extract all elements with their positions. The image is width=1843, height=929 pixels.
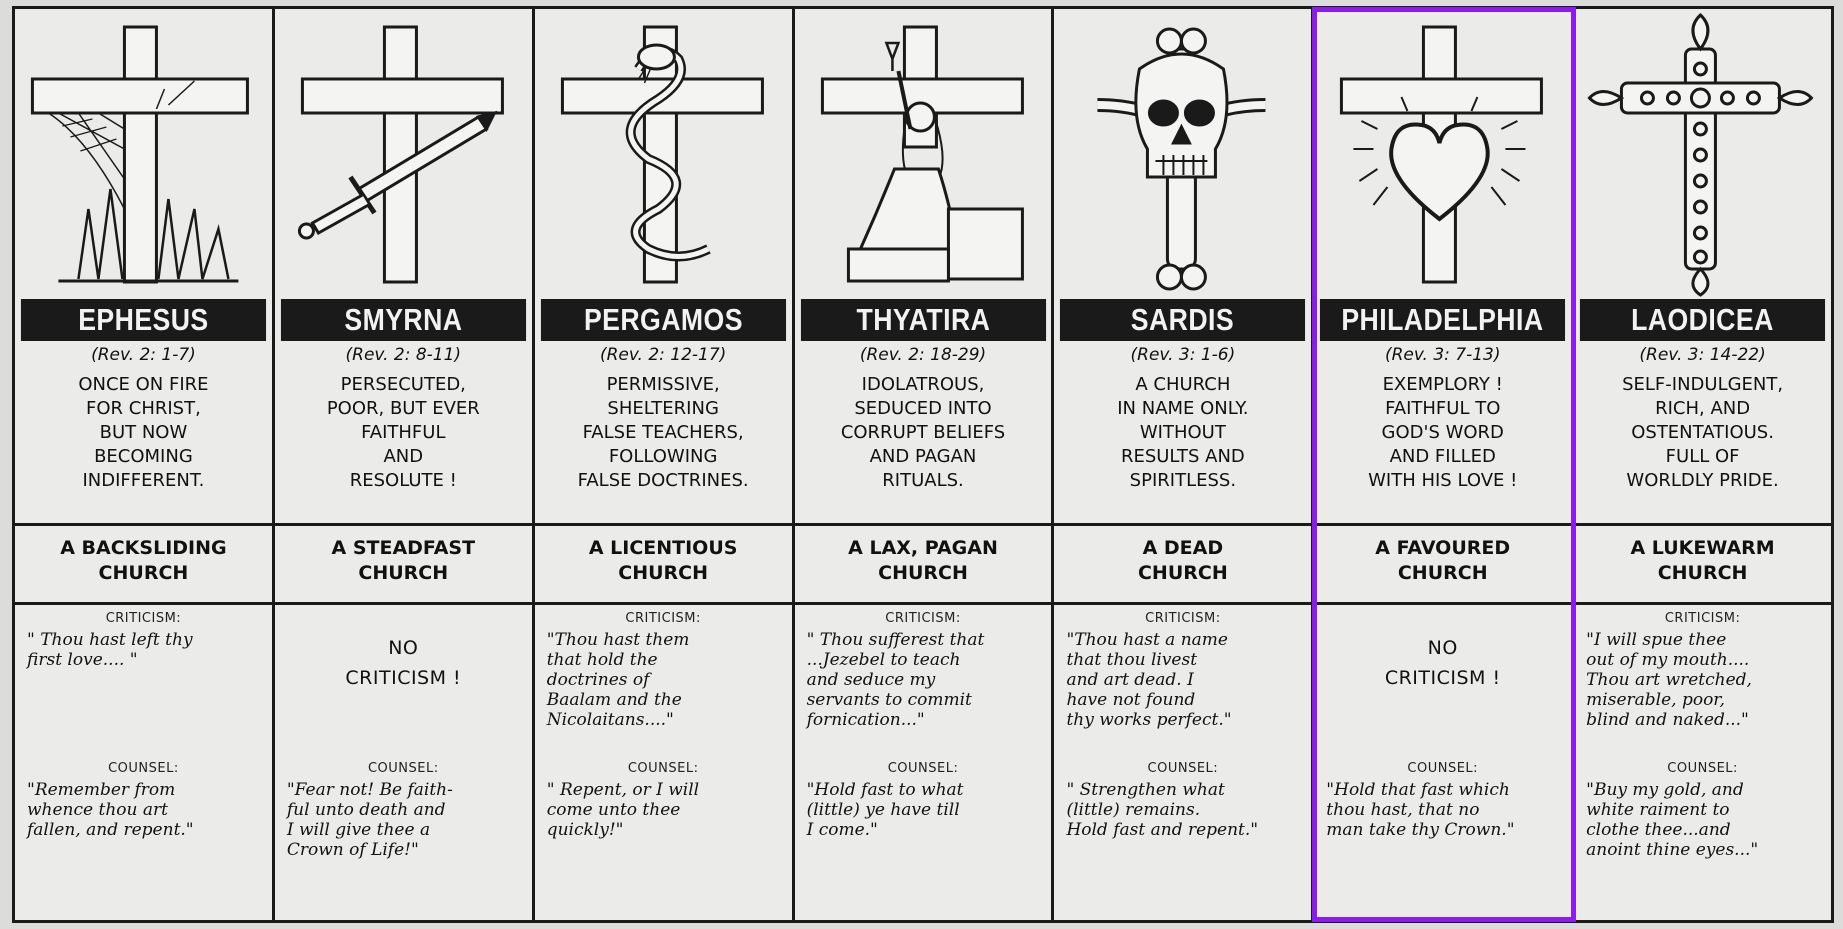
cross-sword-icon [275,9,532,299]
criticism-text: "Thou hast a name that thou livest and art dead. I have not found thy works perfect." [1066,630,1232,730]
criticism-section [1314,605,1571,755]
scripture-reference: (Rev. 2: 18-29) [859,345,987,365]
criticism-label: CRITICISM: [1664,611,1741,626]
counsel-section [535,755,792,895]
counsel-label: COUNSEL: [887,761,959,776]
church-description: IDOLATROUS, SEDUCED INTO CORRUPT BELIEFS AND PAGAN RITUALS. [840,374,1006,491]
cross-serpent-icon [535,9,792,299]
scripture-reference: (Rev. 3: 14-22) [1639,345,1766,365]
no-criticism-text: NO CRITICISM ! [345,637,462,689]
church-name: EPHESUS [21,299,266,341]
church-description: PERSECUTED, POOR, BUT EVER FAITHFUL AND RESOLUTE ! [326,374,480,491]
church-description: PERMISSIVE, SHELTERING FALSE TEACHERS, FOLLOWING FALSE DOCTRINES. [577,374,749,491]
church-name: PERGAMOS [541,299,786,341]
scripture-reference: (Rev. 2: 1-7) [91,345,196,365]
counsel-section [1054,755,1311,895]
counsel-label: COUNSEL: [367,761,439,776]
church-name: LAODICEA [1580,299,1825,341]
counsel-text: " Repent, or I will come unto thee quickly!" [546,780,700,840]
criticism-label: CRITICISM: [885,611,961,626]
cross-woman-icon [795,9,1052,299]
church-column-laodicea [1574,9,1831,920]
seven-churches-chart [12,6,1834,923]
counsel-text: "Hold that fast which thou hast, that no man take thy Crown." [1326,780,1515,840]
church-column-ephesus [15,9,275,920]
criticism-label: CRITICISM: [625,611,701,626]
counsel-section [1314,755,1571,895]
counsel-label: COUNSEL: [627,761,699,776]
counsel-label: COUNSEL: [108,761,179,776]
counsel-label: COUNSEL: [1667,761,1738,776]
counsel-text: "Fear not! Be faith- ful unto death and I will give thee a Crown of Life!" [286,780,453,860]
counsel-section [15,755,272,895]
cross-heart-icon [1314,9,1571,299]
scripture-reference: (Rev. 3: 1-6) [1130,345,1236,365]
church-type: A LUKEWARM CHURCH [1630,537,1775,584]
counsel-text: "Hold fast to what (little) ye have till I come." [806,780,964,840]
criticism-text: " Thou sufferest that ...Jezebel to teach and seduce my servants to commit fornication..." [806,630,985,730]
criticism-label: CRITICISM: [105,611,182,626]
criticism-section [275,605,532,755]
church-type: A STEADFAST CHURCH [331,537,476,584]
skull-crossbones-icon [1054,9,1311,299]
church-type: A FAVOURED CHURCH [1375,537,1511,584]
criticism-section [1054,605,1311,755]
criticism-text: "Thou hast them that hold the doctrines of Baalam and the Nicolaitans...." [546,630,690,730]
criticism-label: CRITICISM: [1145,611,1221,626]
church-description: EXEMPLORY ! FAITHFUL TO GOD'S WORD AND FILLED WITH HIS LOVE ! [1368,374,1518,491]
criticism-section [795,605,1052,755]
counsel-section [275,755,532,895]
church-name: SARDIS [1060,299,1305,341]
church-type: A DEAD CHURCH [1137,537,1228,584]
church-description: SELF-INDULGENT, RICH, AND OSTENTATIOUS. FULL OF WORLDLY PRIDE. [1622,374,1784,491]
counsel-section [795,755,1052,895]
scripture-reference: (Rev. 2: 12-17) [599,345,727,365]
criticism-section [15,605,272,755]
church-column-smyrna [275,9,535,920]
counsel-section [1574,755,1831,895]
counsel-text: "Remember from whence thou art fallen, and repent." [27,780,194,840]
church-column-pergamos [535,9,795,920]
cross-cobweb-grass-icon [15,9,272,299]
church-type: A BACKSLIDING CHURCH [60,537,227,584]
church-name: PHILADELPHIA [1320,299,1565,341]
counsel-label: COUNSEL: [1147,761,1219,776]
counsel-text: " Strengthen what (little) remains. Hold fast and repent." [1066,780,1259,840]
criticism-text: " Thou hast left thy first love.... " [27,630,193,670]
scripture-reference: (Rev. 3: 7-13) [1384,345,1501,365]
church-column-thyatira [795,9,1055,920]
church-description: A CHURCH IN NAME ONLY. WITHOUT RESULTS AND SPIRITLESS. [1117,374,1249,491]
counsel-label: COUNSEL: [1407,761,1479,776]
church-name: THYATIRA [801,299,1046,341]
criticism-section [1574,605,1831,755]
church-description: ONCE ON FIRE FOR CHRIST, BUT NOW BECOMING INDIFFERENT. [78,374,209,491]
church-name: SMYRNA [281,299,526,341]
counsel-text: "Buy my gold, and white raiment to clothe thee...and anoint thine eyes..." [1586,780,1759,860]
jeweled-cross-icon [1574,9,1831,299]
church-column-philadelphia [1314,9,1574,920]
scripture-reference: (Rev. 2: 8-11) [345,345,462,365]
church-type: A LAX, PAGAN CHURCH [848,537,998,584]
church-column-sardis [1054,9,1314,920]
criticism-section [535,605,792,755]
church-type: A LICENTIOUS CHURCH [588,537,738,584]
no-criticism-text: NO CRITICISM ! [1384,637,1501,689]
criticism-text: "I will spue thee out of my mouth.... Thou art wretched, miserable, poor, blind and naked..." [1586,630,1752,730]
